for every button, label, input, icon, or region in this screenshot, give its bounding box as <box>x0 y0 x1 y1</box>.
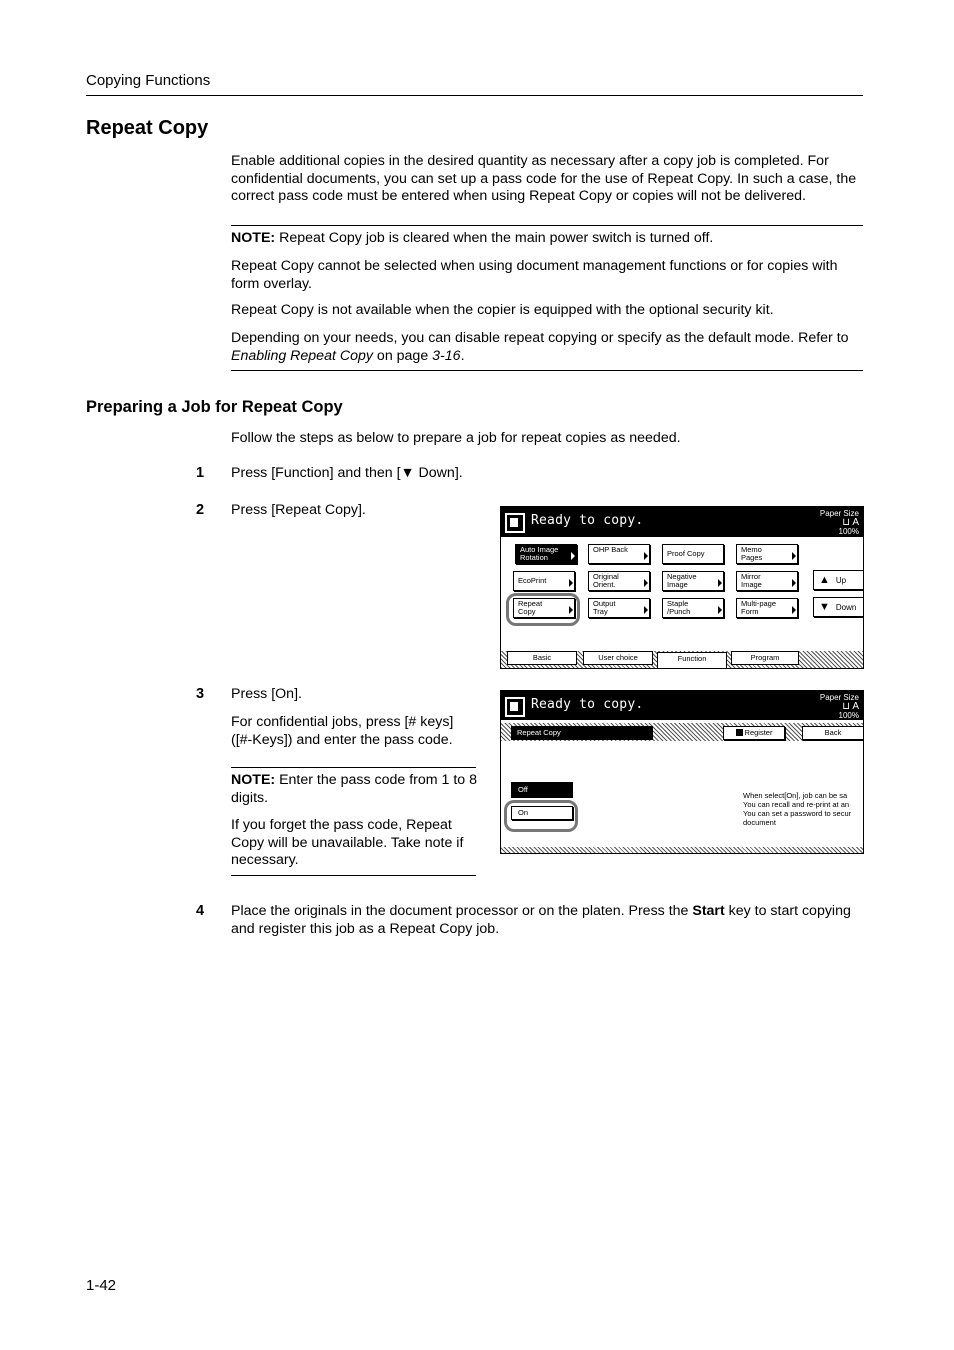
note-label: NOTE: <box>231 230 276 246</box>
note2-rule-top <box>231 767 476 768</box>
document-icon <box>505 697 525 717</box>
section-intro: Follow the steps as below to prepare a job for repeat copies as needed. <box>231 430 681 446</box>
note2-label: NOTE: <box>231 772 276 788</box>
section-heading: Preparing a Job for Repeat Copy <box>86 398 343 416</box>
multi-page-form-button[interactable]: Multi-page Form <box>736 598 798 618</box>
ecoprint-button[interactable]: EcoPrint <box>513 571 575 591</box>
down-button[interactable] <box>813 597 864 617</box>
status-message: Ready to copy. <box>531 513 644 528</box>
intro-paragraph: Enable additional copies in the desired quantity as necessary after a copy job is completed. For confidential documents, you can set up a pass code for the use of Repeat Copy. In such a case, the correct pass code must be entered when using Repeat Copy or copies will not be delivered. <box>231 153 857 204</box>
note-p4-a: Depending on your needs, you can disable repeat copying or specify as the default mode. Refer to <box>231 330 849 346</box>
status-message: Ready to copy. <box>531 697 644 712</box>
running-header: Copying Functions <box>86 72 211 89</box>
note-rule-top <box>231 225 863 226</box>
page-number: 1-42 <box>86 1277 117 1294</box>
start-key-label: Start <box>692 903 725 919</box>
info-line-2: You can recall and re-print at an <box>743 800 850 809</box>
repeat-copy-button[interactable]: Repeat Copy <box>513 598 575 618</box>
screen-status-bar <box>501 507 863 537</box>
page-title: Repeat Copy <box>86 117 209 139</box>
mode-title: Repeat Copy <box>511 726 653 740</box>
step-text-4 <box>231 903 863 938</box>
step-number-4: 4 <box>196 903 205 919</box>
ohp-back-button[interactable]: OHP Back <box>588 544 650 564</box>
step-number-1: 1 <box>196 465 205 481</box>
paper-size-indicator <box>820 509 859 536</box>
up-button[interactable] <box>813 570 864 590</box>
header-rule <box>86 95 863 96</box>
down-arrow-icon: ▼ <box>819 601 830 613</box>
mirror-image-button[interactable]: Mirror Image <box>736 571 798 591</box>
memo-pages-button[interactable]: Memo Pages <box>736 544 798 564</box>
note2-rule-bottom <box>231 875 476 876</box>
paper-size-indicator <box>820 693 859 720</box>
note-p4-b: on page <box>372 347 433 364</box>
note2-paragraph-2: If you forget the pass code, Repeat Copy will be unavailable. Take note if necessary. <box>231 817 464 868</box>
on-button[interactable]: On <box>511 806 573 820</box>
step-text-2: Press [Repeat Copy]. <box>231 502 366 518</box>
step-4-text-a: Place the originals in the document processor or on the platen. Press the <box>231 903 693 919</box>
note-paragraph-3: Repeat Copy is not available when the copier is equipped with the optional security kit. <box>231 302 774 318</box>
tab-function[interactable]: Function <box>657 652 727 668</box>
paper-tray-icon: ⊔ A <box>842 517 859 528</box>
staple-punch-button[interactable]: Staple /Punch <box>662 598 724 618</box>
register-button[interactable] <box>723 726 785 740</box>
repeat-copy-screen <box>500 690 864 854</box>
info-line-3: You can set a password to secur <box>743 809 852 818</box>
note-line-1 <box>231 230 863 248</box>
proof-copy-button[interactable]: Proof Copy <box>662 544 724 564</box>
back-button[interactable]: Back <box>802 726 864 740</box>
note-text: Repeat Copy job is cleared when the main power switch is turned off. <box>275 230 714 246</box>
output-tray-button[interactable]: Output Tray <box>588 598 650 618</box>
tab-basic[interactable]: Basic <box>507 651 577 665</box>
down-label: Down <box>835 603 857 612</box>
bottom-strip <box>501 847 863 853</box>
up-arrow-icon: ▲ <box>819 574 830 586</box>
zoom-readout: 100% <box>838 711 859 720</box>
step-text-1: Press [Function] and then [▼ Down]. <box>231 465 463 481</box>
info-line-4: document <box>743 818 776 827</box>
tab-program[interactable]: Program <box>731 651 799 665</box>
info-line-1: When select[On], job can be sa <box>743 791 848 800</box>
auto-image-rotation-button[interactable]: Auto Image Rotation <box>515 544 577 564</box>
step-number-2: 2 <box>196 502 205 518</box>
note2-text: Enter the pass code from 1 to 8 digits. <box>231 772 478 806</box>
note-rule-bottom <box>231 370 863 371</box>
negative-image-button[interactable]: Negative Image <box>662 571 724 591</box>
step-4-text-b: key to start copying and register this job as a Repeat Copy job. <box>231 903 851 937</box>
note-paragraph-4 <box>231 330 863 365</box>
off-button[interactable]: Off <box>511 782 573 798</box>
tab-user-choice[interactable]: User choice <box>583 651 653 665</box>
note-paragraph-2: Repeat Copy cannot be selected when using document management functions or for copies with form overlay. <box>231 258 838 292</box>
paper-size-label: Paper Size <box>819 509 859 518</box>
info-text <box>743 791 851 827</box>
step-3-detail: For confidential jobs, press [# keys] ([#-Keys]) and enter the pass code. <box>231 714 454 748</box>
register-icon <box>736 729 743 736</box>
step-number-3: 3 <box>196 686 205 702</box>
highlight-circle <box>506 593 580 626</box>
highlight-circle <box>504 800 578 832</box>
paper-size-label: Paper Size <box>819 693 859 702</box>
page-reference[interactable]: 3-16 <box>432 347 461 364</box>
screen-status-bar <box>501 691 863 720</box>
document-icon <box>505 513 525 533</box>
up-label: Up <box>835 576 847 585</box>
original-orient-button[interactable]: Original Orient. <box>588 571 650 591</box>
register-label: Register <box>744 728 773 737</box>
note-p4-c: . <box>460 347 465 364</box>
function-screen <box>500 506 864 669</box>
step-text-3: Press [On]. <box>231 686 302 702</box>
note2-line-1 <box>231 772 481 807</box>
paper-tray-icon: ⊔ A <box>842 701 859 712</box>
zoom-readout: 100% <box>838 527 859 536</box>
cross-reference-link[interactable]: Enabling Repeat Copy <box>231 347 373 364</box>
